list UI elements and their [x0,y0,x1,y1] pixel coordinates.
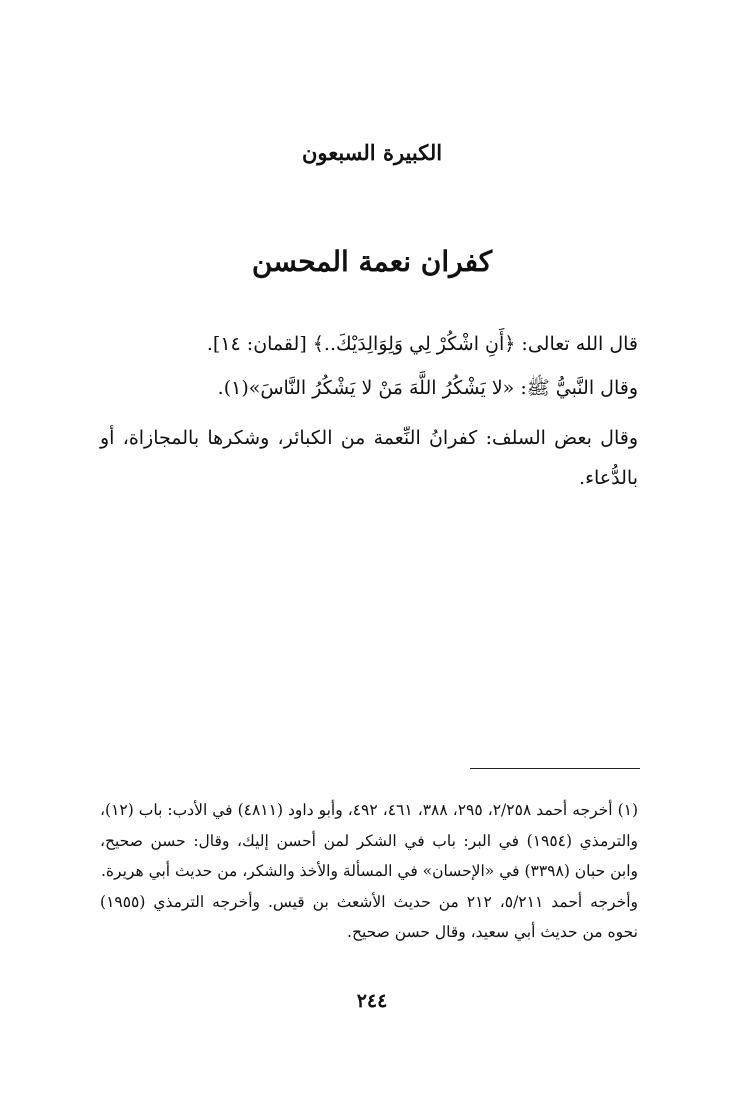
quran-verse-line: قال الله تعالى: ﴿أَنِ اشْكُرْ لِي وَلِوَالِدَيْكَ..﴾ [لقمان: ١٤]. [206,333,638,355]
page-number: ٢٤٤ [356,990,388,1012]
main-text [100,322,638,498]
footnote-1-continuation: وأخرجه أحمد ٥/٢١١، ٢١٢ من حديث الأشعث بن قيس. وأخرجه الترمذي (١٩٥٥) نحوه من حديث أبي سعيد، وقال حسن صحيح. [100,892,638,941]
chapter-label: الكبيرة السبعون [301,140,443,165]
footnote-1: (١) أخرجه أحمد ٢/٢٥٨، ٢٩٥، ٣٨٨، ٤٦١، ٤٩٢، وأبو داود (٤٨١١) في الأدب: باب (١٢)، والترمذي (١٩٥٤) في البر: باب في الشكر لمن أحسن إليك، وقال: حسن صحيح، وابن حبان (٣٣٩٨) في «الإحسان» في المسألة والأخذ والشكر، من حديث أبي هريرة. [100,801,639,880]
salaf-paragraph: وقال بعض السلف: كفرانُ النِّعمة من الكبائر، وشكرها بالمجازاة، أو بالدُّعاء. [100,427,638,489]
footnote-separator [470,768,640,769]
hadith-line: وقال النَّبيُّ ﷺ: «لا يَشْكُرُ اللَّهَ مَنْ لا يَشْكُرُ النَّاسَ»(١). [217,377,638,399]
footnotes [100,795,638,948]
chapter-title: كفران نعمة المحسن [251,245,493,278]
